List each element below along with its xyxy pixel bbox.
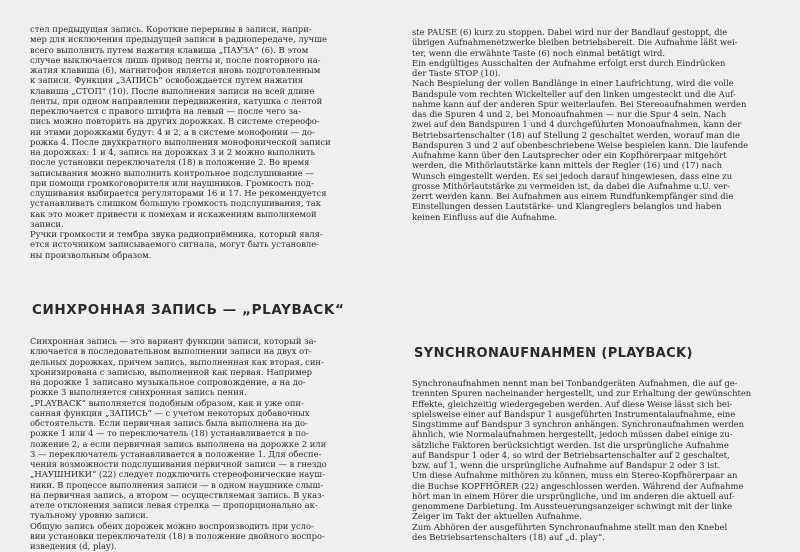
section-heading-ru: СИНХРОННАЯ ЗАПИСЬ — „PLAYBACK“ [32, 302, 345, 318]
synchronous-recording-text-de: Synchronaufnahmen nennt man bei Tonbandgeräten Aufnahmen, die auf ge- trennten Spuren nacheinander hergestellt, und zur Erhaltung der gewünschten Effekte, gleichzeitig wiedergegeben werden. Auf diese Weise lässt sich bei- spielsweise einer auf Bandspur 1 ausgeführten Instrumentalaufnahme, eine Singstimme auf Bandspur 3 synchron anhängen. Synchronaufnahmen werden ähnlich, wie Normalaufnahmen hergestellt, jedoch müssen dabei einige zu- sätzliche Faktoren berücksichtigt werden. Ist die ursprüngliche Aufnahme auf Bandspur 1 oder 4, so wird der Betriebsartenschalter auf 2 geschaltet, bzw. auf 1, wenn die ursprüngliche Aufnahme auf Bandspur 2 oder 3 ist. Um diese Aufnahme mithören zu können, muss ein Stereo-Kopfhörerpaar an die Buchse KOPFHÖRER (22) angeschlossen werden. Während der Aufnahme hört man in einem Hörer die ursprüngliche, und im anderen die aktuell auf- genommene Darbietung. Im Aussteuerungsanzeiger schwingt mit der linke Zeiger im Takt der aktuellen Aufnahme. Zum Abhören der ausgeführten Synchronaufnahme stellt man den Knebel des Betriebsartenschalters (18) auf „d. play“. [412, 378, 752, 542]
synchronous-recording-text-ru: Синхронная запись — это вариант функции записи, который за- ключается в последовательном выполнении записи на двух от- дельных дорожках, причем запись, выполненная как вторая, син- хронизирована с записью, выполненной как первая. Например на дорожке 1 записано музыкальное сопровождение, а на до- рожке 3 выполняется синхронная запись пения. „PLAYBACK“ выполняется подобным образом, как и уже опи- санная функция „ЗАПИСЬ“ — с учетом некоторых добавочных обстоятельств. Если первичная запись была выполнена на до- рожке 1 или 4 — то переключатель (18) устанавливается в по- ложение 2, а если первичная запись выполнена на дорожке 2 или 3 — переключатель устанавливается в положение 1. Для обеспе- чения возможности подслушивания первичной записи — в гнездо „НАУШНИКИ“ (22) следует подключить стереофонические науш- ники. В процессе выполнения записи — в одном наушнике слыш- на первичная запись, а втором — осуществляемая запись. В указ- ателе отклонения записи левая стрелка — пропорционально ак- туальному уровню записи. Общую запись обеих дорожек можно воспроизводить при усло- вии установки переключателя (18) в положение двойного воспро- изведения (d, play). [30, 336, 327, 551]
recording-instructions-ru: стел предыдущая запись. Короткие перерывы в записи, напри- мер для исключения предыдущей записи в радиопередаче, лучше всего выполнить путем нажатия клавиша „ПАУЗА“ (6). В этом случае выключается лишь привод ленты и, после повторного на- жатия клавиша (6), магнитофон является вновь подготовленным к записи. Функция „ЗАПИСЬ“ освобождается путем нажатия клавиша „СТОП“ (10). После выполнения записи на всей длине ленты, при одном направлении передвижения, катушка с лентой переключается с правого штифта на левый — после чего за- пись можно повторить на других дорожках. В системе стереофо- ни этими дорожками будут: 4 и 2, а в системе монофонии — до- рожка 4. После двухкратного выполнения монофонической записи на дорожках: 1 и 4, запись на дорожках 3 и 2 можно выполнить после установки переключателя (18) в положение 2. Во время записывания можно выполнить контрольное подслушивание — при помощи громкоговорителя или наушников. Громкость под- слушивания выбирается регуляторами 16 и 17. Не рекомендуется устанавливать слишком большую громкость подслушивания, так как это может привести к помехам и искажениям выполняемой записи. Ручки громкости и тембра звука радиоприёмника, который явля- ется источником записываемого сигнала, могут быть установле- ны произвольным образом. [30, 24, 331, 260]
section-heading-de: SYNCHRONAUFNAHMEN (PLAYBACK) [414, 346, 693, 361]
recording-instructions-de: ste PAUSE (6) kurz zu stoppen. Dabei wird nur der Bandlauf gestoppt, die übrigen Aufnahmenetzwerke bleiben betriebsbereit. Die Aufnahme läßt wei- ter, wenn die erwähnte Taste (6) noch einmal betätigt wird. Ein endgültiges Ausschalten der Aufnahme erfolgt erst durch Eindrücken der Taste STOP (10). Nach Bespielung der vollen Bandlänge in einer Laufrichtung, wird die volle Bandspule vom rechten Wickelteller auf den linken umgesteckt und die Auf- nahme kann auf der anderen Spur weiterlaufen. Bei Stereoaufnahmen werden das die Spuren 4 und 2, bei Monoaufnahmen — nur die Spur 4 sein. Nach zwei auf den Bandspuren 1 und 4 durchgeführten Monoaufnahmen, kann der Betriebsartenschalter (18) auf Stellung 2 geschaltet werden, worauf man die Bandspuren 3 und 2 auf obenbeschriebene Weise bespielen kann. Die laufende Aufnahme kann über den Lautsprecher oder ein Kopfhörerpaar mitgehört werden, die Mithörlautstärke kann mittels der Regler (16) und (17) nach Wunsch eingestellt werden. Es sei jedoch darauf hingewiesen, dass eine zu grosse Mithörlautstärke zu vermeiden ist, da dabei die Aufnahme u.U. ver- zerrt werden kann. Bei Aufnahmen aus einem Rundfunkempfänger sind die Einstellungen dessen Lautstärke- und Klangreglers belanglos und haben keinen Einfluss auf die Aufnahme. [412, 27, 749, 222]
